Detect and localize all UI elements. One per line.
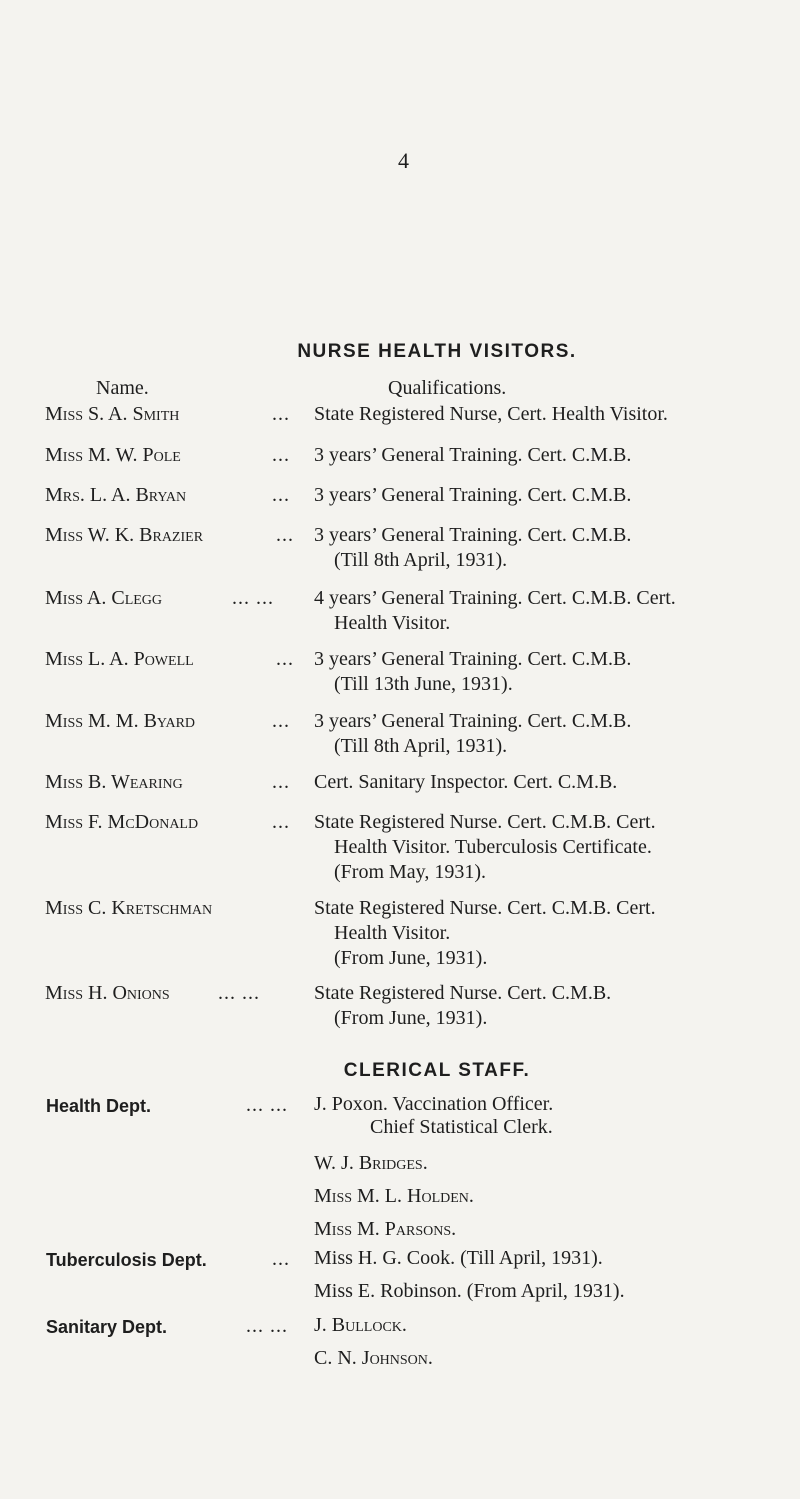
qual-line: (Till 8th April, 1931). bbox=[334, 735, 508, 757]
column-header-qualifications: Qualifications. bbox=[388, 377, 507, 399]
qual-line: (From May, 1931). bbox=[334, 861, 487, 883]
staff-line: Miss H. G. Cook. (Till April, 1931). bbox=[314, 1247, 603, 1269]
leader-dots: ... ... bbox=[218, 982, 260, 1004]
nurse-qualifications bbox=[314, 709, 794, 759]
leader-dots: ... bbox=[272, 1248, 290, 1270]
staff-line: Miss E. Robinson. (From April, 1931). bbox=[314, 1280, 625, 1302]
clerical-section-heading: CLERICAL STAFF. bbox=[343, 1060, 531, 1081]
qual-line: 3 years’ General Training. Cert. C.M.B. bbox=[314, 484, 632, 506]
qual-line: 3 years’ General Training. Cert. C.M.B. bbox=[314, 710, 632, 732]
leader-dots: ... ... bbox=[246, 1094, 288, 1116]
staff-line: C. N. Johnson. bbox=[314, 1347, 433, 1369]
leader-dots: ... bbox=[272, 710, 290, 732]
dept-name: Sanitary Dept. bbox=[46, 1317, 168, 1337]
leader-dots: ... ... bbox=[232, 587, 274, 609]
leader-dots: ... bbox=[272, 811, 290, 833]
qual-line: (Till 13th June, 1931). bbox=[334, 673, 513, 695]
qual-line: Health Visitor. bbox=[334, 922, 451, 944]
staff-line: J. Bullock. bbox=[314, 1314, 407, 1336]
qual-line: State Registered Nurse. Cert. C.M.B. Cert. bbox=[314, 897, 656, 919]
nurse-qualifications bbox=[314, 523, 794, 573]
nurse-qualifications bbox=[314, 896, 794, 971]
nurse-name: Miss W. K. Brazier bbox=[45, 524, 204, 546]
dept-staff-list bbox=[314, 1242, 625, 1308]
dept-name: Tuberculosis Dept. bbox=[46, 1250, 207, 1270]
nurse-qualifications bbox=[314, 770, 794, 795]
nurse-qualifications bbox=[314, 981, 794, 1031]
leader-dots: ... ... bbox=[246, 1315, 288, 1337]
qual-line: State Registered Nurse, Cert. Health Visitor. bbox=[314, 403, 668, 425]
staff-line: W. J. Bridges. bbox=[314, 1152, 428, 1174]
leader-dots: ... bbox=[272, 484, 290, 506]
qual-line: Health Visitor. bbox=[334, 612, 451, 634]
staff-line: Miss M. L. Holden. bbox=[314, 1185, 474, 1207]
leader-dots: ... bbox=[276, 524, 294, 546]
nurse-qualifications bbox=[314, 402, 794, 427]
dept-name: Health Dept. bbox=[46, 1096, 152, 1116]
staff-line: Miss M. Parsons. bbox=[314, 1218, 457, 1240]
qual-line: State Registered Nurse. Cert. C.M.B. bbox=[314, 982, 612, 1004]
qual-line: Health Visitor. Tuberculosis Certificate. bbox=[334, 836, 652, 858]
page-number: 4 bbox=[398, 148, 409, 173]
nurse-name: Miss L. A. Powell bbox=[45, 648, 194, 670]
leader-dots: ... bbox=[272, 444, 290, 466]
qual-line: (From June, 1931). bbox=[334, 947, 488, 969]
nurse-qualifications bbox=[314, 647, 794, 697]
qual-line: 3 years’ General Training. Cert. C.M.B. bbox=[314, 648, 632, 670]
qual-line: 4 years’ General Training. Cert. C.M.B. Cert. bbox=[314, 587, 676, 609]
dept-staff-list bbox=[314, 1309, 433, 1375]
nurse-name: Miss A. Clegg bbox=[45, 587, 163, 609]
qual-line: 3 years’ General Training. Cert. C.M.B. bbox=[314, 444, 632, 466]
staff-line: J. Poxon. Vaccination Officer. bbox=[314, 1093, 554, 1115]
qual-line: State Registered Nurse. Cert. C.M.B. Cert. bbox=[314, 811, 656, 833]
nurse-qualifications bbox=[314, 586, 794, 636]
qual-line: Cert. Sanitary Inspector. Cert. C.M.B. bbox=[314, 771, 618, 793]
nurse-name: Miss F. McDonald bbox=[45, 811, 199, 833]
nurse-qualifications bbox=[314, 810, 794, 885]
dept-staff-list bbox=[314, 1088, 553, 1246]
leader-dots: ... bbox=[276, 648, 294, 670]
column-header-name: Name. bbox=[96, 377, 149, 399]
nurse-name: Miss S. A. Smith bbox=[45, 403, 180, 425]
nurse-name: Miss M. W. Pole bbox=[45, 444, 181, 466]
leader-dots: ... bbox=[272, 771, 290, 793]
qual-line: (From June, 1931). bbox=[334, 1007, 488, 1029]
qual-line: 3 years’ General Training. Cert. C.M.B. bbox=[314, 524, 632, 546]
leader-dots: ... bbox=[272, 403, 290, 425]
nurse-name: Miss B. Wearing bbox=[45, 771, 183, 793]
staff-line: Chief Statistical Clerk. bbox=[370, 1116, 553, 1138]
nurse-qualifications bbox=[314, 443, 794, 468]
nurse-name: Mrs. L. A. Bryan bbox=[45, 484, 187, 506]
nurse-qualifications bbox=[314, 483, 794, 508]
qual-line: (Till 8th April, 1931). bbox=[334, 549, 508, 571]
nurse-name: Miss M. M. Byard bbox=[45, 710, 196, 732]
nurse-name: Miss H. Onions bbox=[45, 982, 170, 1004]
nurse-section-heading: NURSE HEALTH VISITORS. bbox=[297, 341, 577, 362]
nurse-name: Miss C. Kretschman bbox=[45, 897, 213, 919]
